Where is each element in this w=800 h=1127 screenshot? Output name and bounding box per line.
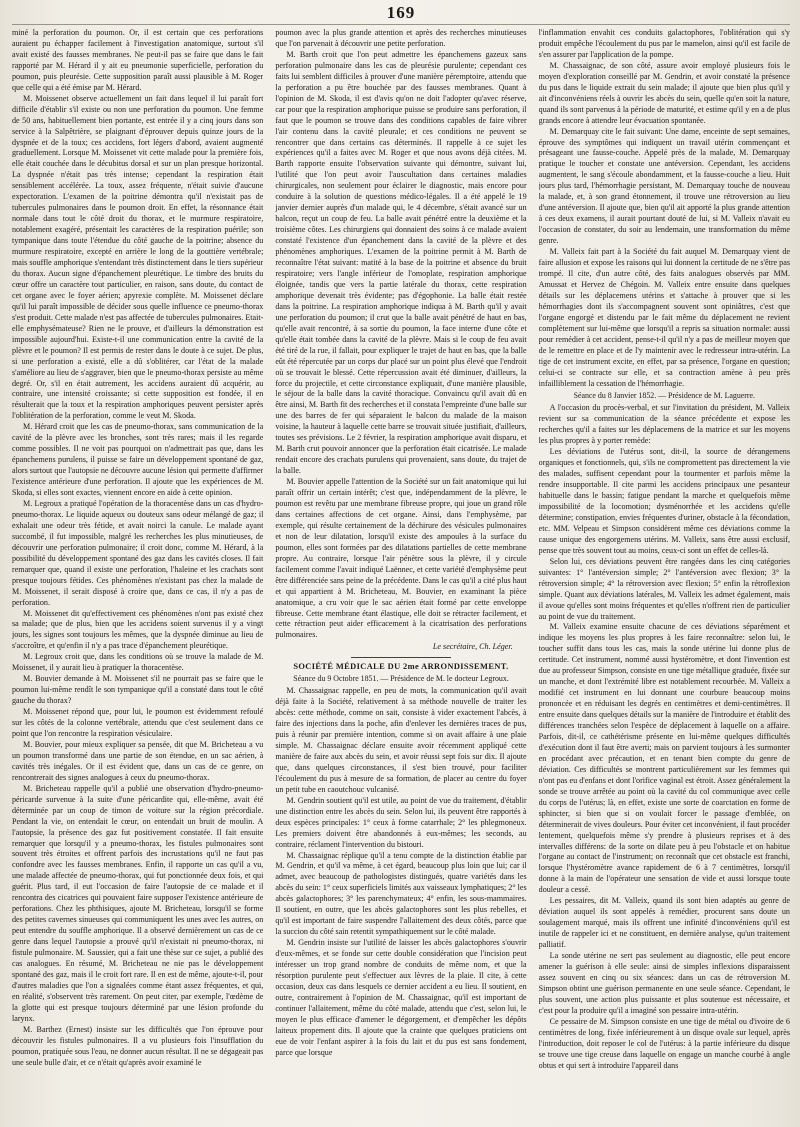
paragraph: M. Moissenet dit qu'effectivement ces phénomènes n'ont pas existé chez sa malade; que de plus, bien que les accidens soient survenus il y a vingt jours, les signes sont toujours les mêmes, que la dyspnée diminue au lieu de s'accroître, et qu'enfin il n'y a pas trace d'épanchement pleurétique. [12,608,264,651]
column-2 [275,28,526,1126]
session-date-line: Séance du 9 Octobre 1851. — Présidence de M. le docteur Legroux. [293,674,509,684]
paragraph: M. Moissenet observe actuellement un fait dans lequel il lui paraît fort difficile d'établir s'il existe ou non une perforation du poumon. Une femme de 50 ans, habituellement bien portante, est entrée il y a cinq jours dans son service à la Salpêtrière, se plaignant d'éprouver depuis quinze jours de la dyspnée et de la toux; ces accidens, fort légers d'abord, avaient augmenté graduellement. Lorsque M. Moissenet vit cette malade pour la première fois, elle était couchée dans le décubitus dorsal et sur un plan presque horizontal. La dyspnée n'était pas très intense; cependant la respiration était sensiblement accélérée. La toux, assez fréquente, n'était suivie d'aucune expectoration. L'examen de la poitrine démontra qu'il n'existait pas de tubercules pulmonaires dans le poumon droit. En effet, la résonnance était normale dans tout le côté droit du thorax, et le murmure respiratoire, notablement exagéré, présentait les caractères de la respiration puérile; son tympanique dans toute l'étendue du côté gauche de la poitrine; absence du murmure respiratoire, excepté en arrière le long de la gouttière vertébrale; mais souffle amphorique s'entendant très distinctement dans le tiers supérieur du thorax. Aucun signe d'épanchement pleurétique. Le timbre des bruits du cœur offre un caractère tout particulier, en raison, sans doute, du contact de cet organe avec le foyer aérien; apyrexie complète. M. Moissenet déclare qu'il lui paraît impossible de décider sous quelle influence ce pneumo-thorax s'est produit. Cette malade n'est pas affectée de tubercules pulmonaires. Etait-elle emphysémateuse? Rien ne le prouve, et d'ailleurs la démonstration est impossible aujourd'hui. Existe-t-il une communication entre la cavité de la plèvre et le poumon? Il est permis de rester dans le doute à ce sujet. De plus, si une perforation a existé, elle a dû s'oblitérer, car l'état de la malade s'améliore au lieu de s'aggraver, bien que le pneumo-thorax persiste au même degré. Or, s'il en était autrement, les accidens auraient dû acquérir, au contraire, une intensité croissante; si cette supposition est fondée, il en résulterait que la toux et la respiration amphoriques peuvent persister après l'oblitération de la perforation, comme le veut M. Skoda. [12,93,264,421]
paragraph: M. Chassaignac, de son côté, assure avoir employé plusieurs fois le moyen d'exploration conseillé par M. Gendrin, et avoir constaté la présence du pus dans le liquide extrait du sein malade; il ajoute que bien plus qu'il y ait d'inconvéniens réels à ouvrir les abcès du sein, quelle qu'en soit la nature, quand ils sont parvenus à la période de maturité, et estime qu'il y en a de plus grands encore à attendre leur évacuation spontanée. [538,60,790,125]
paragraph: M. Gendrin soutient qu'il est utile, au point de vue du traitement, d'établir une distinction entre les abcès du sein. Selon lui, ils peuvent être rapportés à deux espèces principales: 1° ceux à forme catarrhale; 2° les phlegmoneux. Les premiers doivent être abandonnés à eux-mêmes; les seconds, au contraire, réclament l'intervention du bistouri. [275,795,527,849]
paragraph: M. Demarquay cite le fait suivant: Une dame, enceinte de sept semaines, éprouve des symptômes qui indiquent un travail utérin commençant et présageant une fausse-couche. Appelé près de la malade, M. Demarquay pratique le toucher et constate une antéversion. Cependant, les accidens augmentent, le sang s'écoule abondamment, et la fausse-couche a lieu. Huit jours plus tard, l'hémorrhagie persistant, M. Demarquay touche de nouveau la malade, et, à son grand étonnement, il trouve une rétroversion au lieu d'une antéversion. Il ajoute que, bien qu'il ait apporté la plus grande attention à ces deux examens, il aurait pourtant douté de lui, si M. Valleix n'avait eu l'occasion de constater, du soir au lendemain, une transformation du même genre. [538,126,790,246]
paragraph: poumon avec la plus grande attention et après des recherches minutieuses que l'on parvenait à découvrir une petite perforation. [275,28,527,48]
page-number: 169 [386,3,416,22]
paragraph: M. Legroux croit que, dans les conditions où se trouve la malade de M. Moissenet, il y aurait lieu à pratiquer la thoracentèse. [12,652,264,673]
paragraph: M. Valleix examine ensuite chacune de ces déviations séparément et indique les moyens les plus propres à les faire reconnaître: selon lui, le toucher suffit dans tous les cas, mais la sonde utérine lui donne plus de certitude. Cet instrument, nommé aussi hystéromètre, et dont l'invention est due au professeur Simpson, consiste en une tige métallique graduée, fixée sur un manche, et dont l'extrémité libre est notablement recourbée. M. Valleix a modifié cet instrument en lui donnant une courbure beaucoup moins prononcée et en réduisant les degrés en centimètres et demi-centimètres. Il entre ensuite dans quelques détails sur la manière de l'introduire et établit des différences tranchées selon l'espèce de déplacement à laquelle on a affaire. Parfois, dit-il, ce cathétérisme présente en lui-même quelques difficultés d'exécution dont il faut être averti; mais on parvient toujours à les surmonter en procédant avec précaution, et en tenant bien compte du genre de déviation. Ces difficultés se montrent particulièrement sur les femmes qui n'ont pas eu d'enfans et dont l'orifice vaginal est étroit. Assez généralement la sonde se trouve arrêtée au point où la cavité du col communique avec celle du corps de l'utérus; là, en effet, existe une sorte de coarctation en forme de sphincter, si bien que si on voulait forcer le passage d'emblée, on déterminerait de vives douleurs. Pour éviter cet inconvénient, il faut procéder lentement, quelquefois même s'y prendre à plusieurs reprises et à des intervalles différens: de la sorte on dilate peu à peu l'obstacle et on habitue l'organe au contact de l'instrument; on reconnaît que cet obstacle est franchi, lorsque l'hystéromètre avance rapidement de 6 à 7 centimètres, lorsqu'il donne à la main de l'opérateur une sensation de vide et aussi lorsque toute douleur a cessé. [538,622,790,895]
paragraph: M. Legroux a pratiqué l'opération de la thoracentèse dans un cas d'hydro-pneumo-thorax. Le liquide aqueux ou douteux sans odeur mélangé de gaz; il exhalait une odeur très fétide, et avait noirci la canule. Le malade ayant succombé, il fut impossible, malgré les recherches les plus minutieuses, de découvrir une perforation pulmonaire; il croit donc, comme M. Hérard, à la possibilité du développement spontané des gaz dans les cavités closes. Il fait remarquer que, quand il existe une perforation, l'haleine et les crachats sont presque toujours fétides. Ces phénomènes n'existant pas chez la malade de M. Moissenet, il serait disposé à croire que, dans ce cas, il n'y a pas de perforation. [12,498,264,607]
paragraph: Les déviations de l'utérus sont, dit-il, la source de dérangemens organiques et fonctionnels, qui, s'ils ne compromettent pas directement la vie des malades, suffisent cependant pour la tourmenter et parfois même la rendre insupportable. Il cite parmi les accidens principaux une pesanteur habituelle dans le bassin; fatigue pendant la marche et quelquefois même impossibilité de la locomotion; dysménorrhée et les accidens qu'elle détermine; constipation, envies fréquentes d'uriner, obstacle à la fécondation, etc. MM. Velpeau et Simpson considèrent même ces déviations comme la cause unique des engorgemens utérins. M. Valleix, sans être aussi exclusif, pense que très souvent tout au moins, ceux-ci sont un effet de celles-là. [538,447,790,555]
paragraph: M. Valleix fait part à la Société du fait auquel M. Demarquay vient de faire allusion et expose les raisons qui lui donnent la certitude de ne s'être pas trompé. Il cite, d'un autre côté, des faits analogues observés par MM. Amussat et Hervez de Chégoin. M. Valleix entre ensuite dans quelques détails sur les déplacemens utérins et s'attache à prouver que si les hémorrhagies dont ils s'accompagnent souvent sont opiniâtres, c'est que l'organe engorgé et distendu par le fait même du déplacement ne revient complètement sur lui-même que lorsqu'il a repris sa situation normale: aussi pour remédier à cet accident, pense-t-il qu'il n'y a pas de meilleur moyen que de le remettre en place et de l'y maintenir avec le redresseur intra-utérin. La tige de cet instrument excite, en effet, par sa présence, l'organe en question; celui-ci se contracte sur elle, et sa contraction amène à peu près infailliblement la cessation de l'hémorrhagie. [538,247,790,388]
paragraph: M. Bouvier demande à M. Moissenet s'il ne pourrait pas se faire que le poumon lui-même rendît le son tympanique qu'il a constaté dans tout le côté gauche du thorax? [12,674,264,706]
paragraph: miné la perforation du poumon. Or, il est certain que ces perforations auraient pu échapper facilement à l'investigation anatomique, surtout s'il avait existé des fausses membranes. Ne peut-il pas se faire que dans le fait rapporté par M. Hérard il y ait eu pneumonie superficielle, perforation du poumon, puis pleurésie. Cette supposition paraît aussi plausible à M. Roger que celle qui a été émise par M. Hérard. [12,28,264,92]
column-3 [539,28,790,1126]
column-1 [12,28,263,1126]
paragraph: M. Moissenet répond que, pour lui, le poumon est évidemment refoulé sur les côtés de la colonne vertébrale, attendu que c'est seulement dans ce point que l'on rencontre la respiration vésiculaire. [12,707,264,738]
section-divider [351,657,452,658]
paragraph: Ce pessaire de M. Simpson consiste en une tige de métal ou d'ivoire de 6 centimètres de long, fixée inférieurement à un disque ovale sur lequel, après l'introduction, doit reposer le col de l'utérus: à la partie inférieure du disque se trouve une tige creuse dans laquelle on engage un manche courbé à angle obtus et qui sert à introduire l'appareil dans [538,1016,790,1070]
section-title: SOCIÉTÉ MÉDICALE DU 2me ARRONDISSEMENT. [293,662,509,672]
paragraph: M. Gendrin insiste sur l'utilité de laisser les abcès galactophores s'ouvrir d'eux-mêmes, et se fonde sur cette double considération que l'incision peut intéresser un trop grand nombre de conduits de même nom, et que la résorption purulente peut s'effectuer aux lèvres de la plaie. Il cite, à cette occasion, deux cas dans lesquels ce dernier accident a eu lieu. Il soutient, en outre, contrairement à l'opinion de M. Chassaignac, qu'il est important de continuer l'allaitement, même du côté malade, attendu que c'est, selon lui, le moyen le plus efficace d'amener le dégorgement, et d'empêcher les dépôts laiteux propement dits. Il ajoute que la crainte que quelques praticiens ont eue de voir l'enfant aspirer à la fois du lait et du pus est sans fondement, parce que lorsque [275,938,527,1057]
paragraph: M. Chassaignac réplique qu'il a tenu compte de la distinction établie par M. Gendrin, et qu'il va même, à cet égard, beaucoup plus loin que lui; car il admet, avec beaucoup de pathologistes distingués, quatre variétés dans les abcès du sein: 1° ceux superficiels limités aux vaisseaux lymphatiques; 2° les abcès galactophores; 3° les parenchymateux; 4° enfin, les sous-mammaires. Il soutient, en outre, que les abcès galactophores sont les plus rebelles, et qu'il est important de faire suspendre l'allaitement des deux côtés, parce que la succion du côté sain retentit sympathiquement sur le côté malade. [275,850,527,937]
paragraph: M. Hérard croit que les cas de pneumo-thorax, sans communication de la cavité de la plèvre avec les bronches, sont très rares; mais il les regarde comme possibles. Il ne voit pas pourquoi on n'admettrait pas que, dans les épanchemens purulens, il puisse se faire un développement spontané de gaz, alors surtout que l'autopsie ne découvre aucune lésion qui permette d'affirmer l'existence antérieure d'une perforation. Il ajoute que les expériences de M. Skoda, si elles sont exactes, viennent encore en aide à cette opinion. [12,422,264,498]
paragraph: M. Barth croit que l'on peut admettre les épanchemens gazeux sans perforation pulmonaire dans les cas de pleurésie purulente; cependant ces faits lui semblent difficiles à prouver d'une manière péremptoire, attendu que la perforation a pu être bouchée par des fausses membranes. Quant à l'opinion de M. Skoda, il est d'avis qu'on ne doit l'adopter qu'avec réserve, car pour que la respiration amphorique puisse se produire sans perforation, il faut que le poumon se trouve dans des conditions capables de faire vibrer l'air contenu dans la cavité pleurale; et ces conditions ne peuvent se rencontrer que dans certains cas déterminés. Il rappelle à ce sujet les expériences qu'il a faites avec M. Roger et que nous avons déjà citées. M. Barth rapporte ensuite l'observation suivante qui démontre, suivant lui, l'utilité que l'on peut avoir l'auscultation dans certaines maladies chirurgicales, non seulement pour éclairer le diagnostic, mais encore pour conduire à la solution de questions médico-légales. Il a été appelé le 19 janvier dernier auprès d'un malade qui, le 4 décembre, s'était avancé sur un balcon, reçut un coup de feu. La balle avait pénétré entre la deuxième et la troisième côtes. Les chirurgiens qui donnaient des soins à ce malade avaient constaté l'existence d'un épanchement dans la cavité de la plèvre et des phénomènes amphoriques. L'examen de la poitrine permit à M. Barth de reconnaître l'état suivant: matité à la base de la poitrine et absence du bruit respiratoire; vers l'angle inférieur de l'omoplate, respiration amphorique éloignée, tandis que vers la partie latérale du thorax, cette respiration amphorique devenait très évidente; pas d'égophonie. La balle était restée dans la poitrine. La respiration amphorique indiqua à M. Barth qu'il y avait une perforation du poumon; il crut que la balle avait pénétré de haut en bas, qu'elle avait rencontré, à sa sortie du poumon, la face interne d'une côte et qu'elle était tombée dans la cavité de la plèvre. Mais si le coup de feu avait été tiré de la rue, il fallait, pour expliquer le trajet de haut en bas, que la balle eût été répercutée par un corps dur placé sur un point plus élevé que l'endroit où se trouvait le blessé. Cette répercussion avait été diminuer, d'ailleurs, la force du projectile, et cette circonstance expliquait, d'une manière plausible, le séjour de la balle dans la cavité thoracique. Convaincu qu'il avait dû en être ainsi, M. Barth fit des recherches et il constata l'empreinte d'une balle sur une des barres de fer qui séparaient le balcon du malade de la maison voisine, la hauteur à laquelle cette barre se trouvait située justifiait, d'ailleurs, toutes ses prévisions. Le 2 février, la respiration amphorique avait disparu, et M. Barth crut pouvoir annoncer que la perforation était cicatrisée. Le malade rendait encore des crachats purulens qui provenaient, sans doute, du trajet de la balle. [275,49,527,476]
paragraph: A l'occasion du procès-verbal, et sur l'invitation du président, M. Valleix revient sur sa communication de la séance précédente et expose les recherches qu'il a faites sur les déplacemens de la matrice et sur les moyens les plus propres à y porter remède: [538,403,790,446]
paragraph: M. Chassaignac rappelle, en peu de mots, la communication qu'il avait déjà faite à la Société, relativement à sa méthode nouvelle de traiter les abcès: cette méthode, comme on sait, consiste à vider exactement l'abcès, à faire des injections dans la poche, afin d'enlever les dernières traces de pus, puis à réunir par première intention, comme si on avait affaire à une plaie simple. M. Chassaignac déclare ensuite avoir récemment appliqué cette manière de faire aux abcès du sein, et avoir réussi sept fois sur dix. Il ajoute que, dans quelques circonstances, il s'est bien trouvé, pour faciliter l'écoulement du pus à mesure de sa formation, de placer au centre du foyer un petit tube en caoutchouc vulcanisé. [275,686,527,794]
paragraph: M. Barthez (Ernest) insiste sur les difficultés que l'on éprouve pour découvrir les fistules pulmonaires. Il a vu plusieurs fois l'insufflation du poumon, pratiquée sous l'eau, ne donner aucun résultat. Il ne se dégageait pas une seule bulle d'air, et ce n'était qu'après avoir examiné le [12,1024,264,1067]
paragraph: La sonde utérine ne sert pas seulement au diagnostic, elle peut encore amener la guérison à elle seule: ainsi de simples inflexions disparaissent assez souvent en cinq ou six séances: dans un cas de rétroversion M. Simpson obtint une guérison permanente en une seule séance. Cependant, le plus souvent, une action plus puissante et plus soutenue est nécessaire, et c'est pour la produire qu'il a imaginé son pessaire intra-utérin. [538,951,790,1015]
secretary-signature: Le secrétaire, Ch. Léger. [432,642,513,652]
paragraph: M. Bricheteau rappelle qu'il a publié une observation d'hydro-pneumo-péricarde survenue à la suite d'une péricardite qui, elle-même, avait été déterminée par un coup de timon de voiture sur la région précordiale. Pendant la vie, on entendait le cœur, on entendait un bruit de moulin. A l'autopsie, la présence des gaz fut positivement constatée. Il fait ensuite remarquer que lorsqu'il y a pneumo-thorax, les fistules pulmonaires sont souvent très étroites et offrent parfois des incrustations qu'il ne faut pas confondre avec les fausses membranes. Enfin, il rapporte un cas qu'il a vu, une malade affectée de pneumo-thorax, qui fut ponctionnée deux fois, et qui guérit. Plus tard, il eut l'occasion de faire l'autopsie de ce malade et il rencontra des cicatrices qui pouvaient faire supposer l'existence antérieure de perforations. Chez les phthisiques, ajoute M. Bricheteau, lorsqu'il se forme des petites cavernes sinueuses qui communiquent les unes avec les autres, on peut entendre du souffle amphorique. Il a observé dernièrement un cas de ce genre dans lequel l'autopsie a prouvé qu'il n'existait ni pneumo-thorax, ni fistule pulmonaire. M. Saussier, qui a fait une thèse sur ce sujet, a publié des cas analogues. En résumé, M. Bricheteau ne nie pas le développement spontané des gaz, mais il le croit fort rare. Il en est de même, ajoute-t-il, pour d'autres maladies que l'on a signalées comme étant assez fréquentes, et qui, en réalité, s'observent très rarement. On peut citer, par exemple, l'œdème de la glotte qui est presque toujours déterminé par une lésion profonde du larynx. [12,783,264,1023]
session-date-line: Séance du 8 Janvier 1852. — Présidence de M. Laguerre. [573,391,756,401]
paragraph: Les pessaires, dit M. Valleix, quand ils sont bien adaptés au genre de déviation auquel ils sont appelés à remédier, procurent sans doute un soulagement marqué, mais ils offrent une infinité d'inconvéniens qu'il est inutile de rappeler ici et ne constituent, en dernière analyse, qu'un traitement palliatif. [538,896,790,950]
text-columns [12,24,790,1126]
paragraph: l'inflammation envahit ces conduits galactophores, l'oblitération qui s'y produit empêche l'écoulement du pus par le mamelon, ainsi qu'il est facile de s'en assurer par l'application de la pompe. [538,28,790,59]
paragraph: Selon lui, ces déviations peuvent être rangées dans les cinq catégories suivantes: 1° l'antéversion simple; 2° l'antéversion avec flexion; 3° la rétroversion simple; 4° la rétroversion avec flexion; 5° enfin la rétroflexion simple. Quant aux déviations latérales, M. Valleix les admet également, mais il avoue qu'elles sont moins fréquentes et qu'elles n'offrent rien de particulier au point de vue du traitement. [538,556,790,621]
paragraph: M. Bouvier, pour mieux expliquer sa pensée, dit que M. Bricheteau a vu un poumon transformé dans une partie de son étendue, en un sac aérien, à cavités très inégales. Or il est évident que, dans un cas de ce genre, on rencontrerait des signes analogues à ceux du pneumo-thorax. [12,739,264,782]
paragraph: M. Bouvier appelle l'attention de la Société sur un fait anatomique qui lui paraît offrir un certain intérêt; c'est que, indépendamment de la plèvre, le poumon est revêtu par une membrane fibreuse propre, qui joue un grand rôle dans certaines affections de cet organe. Ainsi, dans l'emphysème, par exemple, qui résulte certainement de la déchirure des vésicules pulmonaires et non de leur dilatation, lorsqu'il existe des ampoules à la surface du poumon, elles sont formées par des dilatations partielles de cette membrane propre. Au contraire, lorsque l'air pénètre sous la plèvre, il y circule facilement comme l'avait indiqué Laënnec, et cette variété d'emphysème peut être différenciée sans peine de la précédente. Dans le cas qu'il a cité plus haut et qui appartient à M. Bricheteau, M. Bouvier, en examinant la pièce anatomique, a cru voir que le sac aérien était formé par cette enveloppe fibreuse. Cette membrane étant élastique, elle doit se rétracter facilement, et cette rétraction peut aider efficacement à la cicatrisation des perforations pulmonaires. [275,477,527,640]
